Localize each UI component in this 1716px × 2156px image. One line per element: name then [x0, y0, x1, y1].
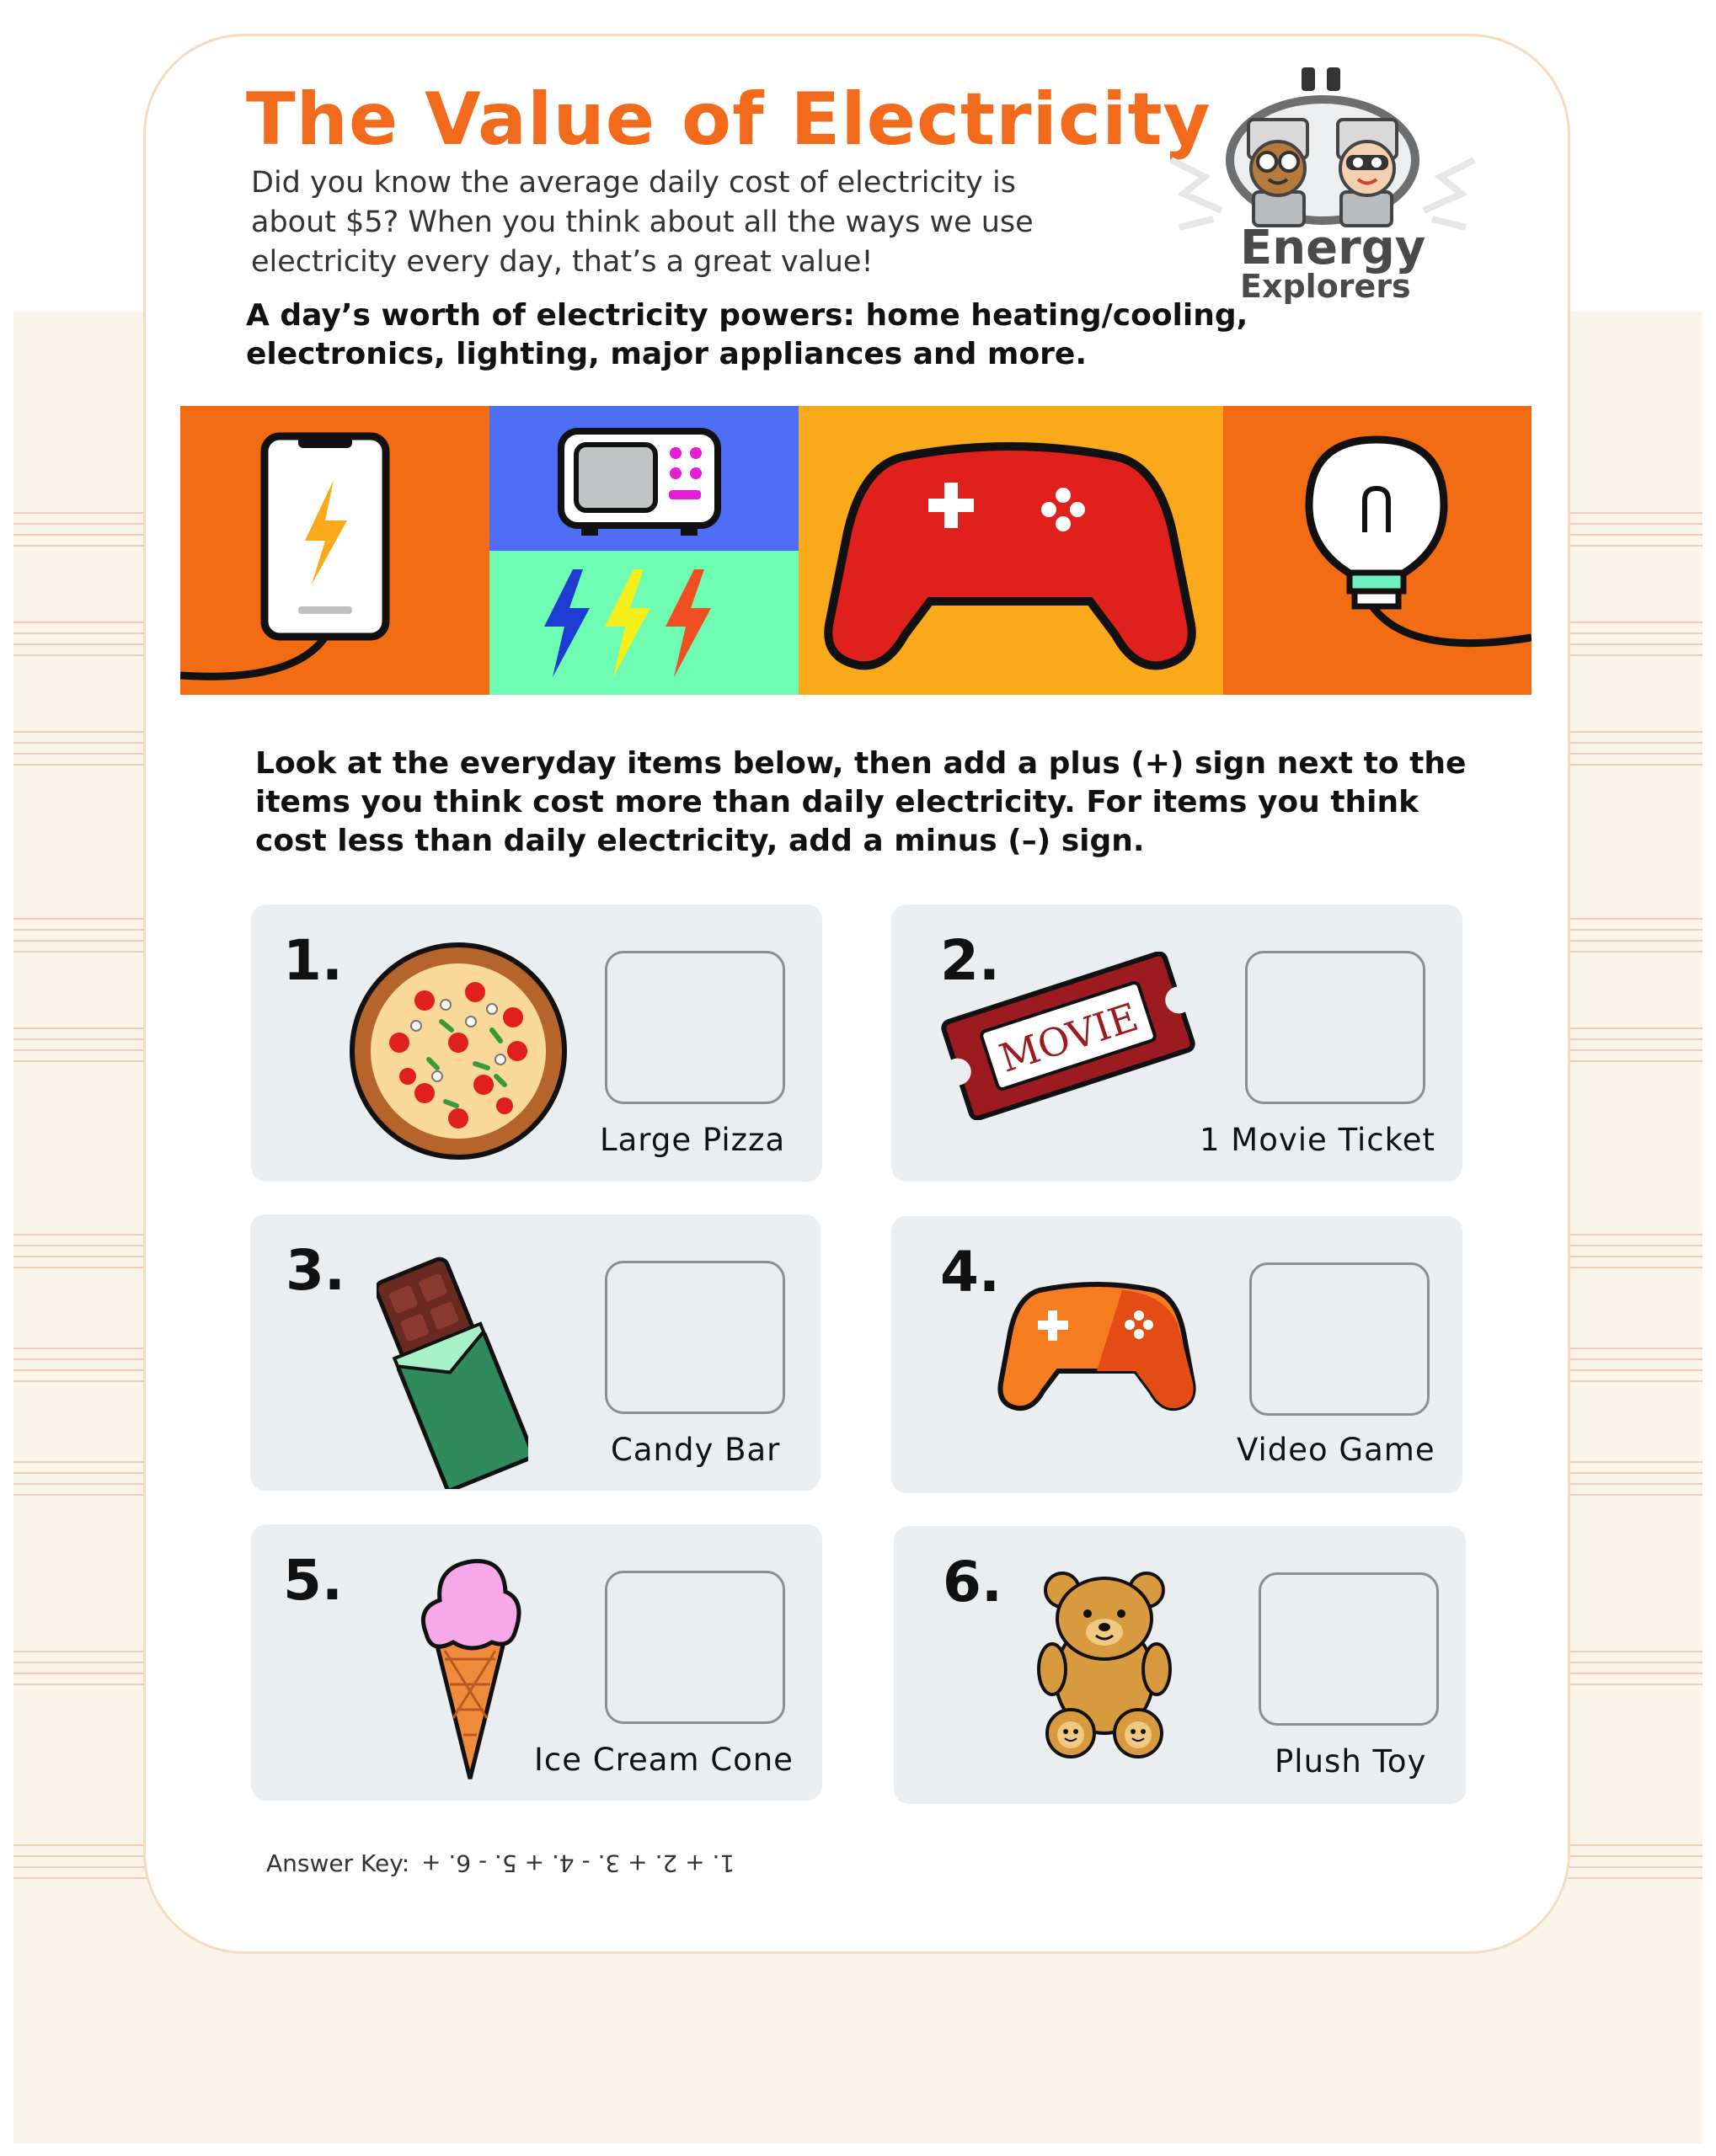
item-card-candy-bar	[250, 1214, 821, 1491]
item-card-plush-toy	[894, 1526, 1466, 1804]
item-card-video-game	[891, 1216, 1462, 1493]
answer-box-1[interactable]	[605, 951, 785, 1104]
electricity-banner	[180, 406, 1532, 695]
answer-box-6[interactable]	[1259, 1572, 1439, 1726]
page-title: The Value of Electricity	[246, 77, 1211, 162]
item-label: Candy Bar	[611, 1432, 781, 1468]
item-card-ice-cream	[251, 1524, 822, 1801]
left-ruled-lines	[13, 0, 148, 2156]
logo-line-1: Energy	[1240, 221, 1426, 275]
item-number: 4.	[940, 1240, 1000, 1305]
answer-box-5[interactable]	[605, 1571, 785, 1724]
item-label: Ice Cream Cone	[534, 1742, 794, 1778]
item-label: Plush Toy	[1275, 1743, 1427, 1780]
pizza-icon	[349, 942, 568, 1161]
powers-text: A day’s worth of electricity powers: home heating/cooling, electronics, lighting, major appliances and more.	[246, 298, 1248, 371]
answer-key-answers: 1. + 2. + 3. - 4. + 5. - 6. +	[421, 1849, 735, 1877]
smartphone-icon	[265, 436, 386, 637]
right-ruled-lines	[1568, 0, 1703, 2156]
intro-text: Did you know the average daily cost of electricity is about $5? When you think about all the ways we use electricity every day, that’s a great value!	[251, 166, 1034, 279]
game-controller-icon	[996, 1273, 1198, 1417]
item-number: 6.	[943, 1550, 1002, 1614]
candy-bar-icon	[377, 1245, 528, 1489]
robot-right	[1338, 120, 1397, 226]
answer-box-3[interactable]	[605, 1261, 785, 1414]
answer-box-4[interactable]	[1249, 1262, 1430, 1416]
answer-box-2[interactable]	[1245, 951, 1425, 1104]
ice-cream-cone-icon	[411, 1550, 529, 1785]
instructions-text: Look at the everyday items below, then add a plus (+) sign next to the items you think cost more than daily electricity. For items you think cost less than daily electricity, add a minus (–) sign.	[255, 746, 1467, 858]
item-card-movie-ticket	[891, 905, 1462, 1182]
robot-left	[1248, 120, 1307, 226]
item-card-pizza	[251, 905, 822, 1182]
item-label: 1 Movie Ticket	[1200, 1122, 1436, 1158]
answer-key-label: Answer Key:	[266, 1849, 410, 1877]
microwave-icon	[561, 431, 718, 536]
item-number: 2.	[940, 928, 1000, 993]
movie-ticket-icon	[933, 952, 1203, 1120]
item-number: 3.	[286, 1238, 345, 1303]
ticket-text: MOVIE	[993, 994, 1144, 1081]
teddy-bear-icon	[1037, 1568, 1172, 1770]
item-label: Video Game	[1237, 1432, 1435, 1468]
item-number: 1.	[283, 928, 343, 993]
item-number: 5.	[283, 1548, 343, 1613]
answer-key	[266, 1849, 735, 1877]
item-label: Large Pizza	[600, 1122, 786, 1158]
logo-line-2: Explorers	[1240, 268, 1411, 305]
